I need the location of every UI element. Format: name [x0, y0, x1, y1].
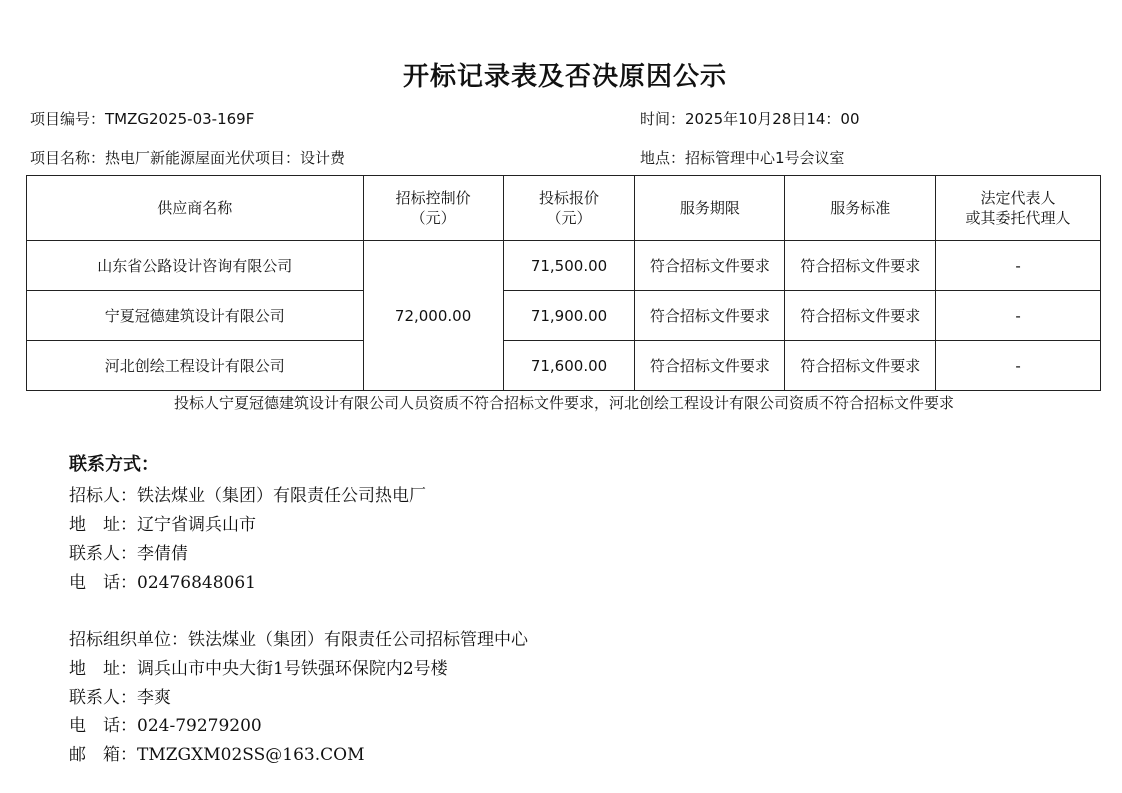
- service-standard: 符合招标文件要求: [785, 241, 936, 291]
- agency-name: 招标组织单位：铁法煤业（集团）有限责任公司招标管理中心: [69, 630, 528, 650]
- table-header-row: [27, 176, 1101, 241]
- header-supplier: 供应商名称: [27, 176, 364, 241]
- bid-price: 71,600.00: [503, 341, 635, 391]
- legal-representative: -: [936, 341, 1101, 391]
- project-name: 项目名称：热电厂新能源屋面光伏项目：设计费: [30, 149, 346, 167]
- tenderer-contact-person: 联系人：李倩倩: [69, 544, 188, 564]
- header-legal-representative: 法定代表人 或其委托代理人: [936, 176, 1101, 241]
- tenderer-phone: 电 话：02476848061: [69, 573, 256, 593]
- tenderer-address: 地 址：辽宁省调兵山市: [69, 515, 256, 535]
- header-service-standard: 服务标准: [785, 176, 936, 241]
- bid-opening-time: 时间：2025年10月28日14：00: [640, 110, 860, 128]
- legal-representative: -: [936, 241, 1101, 291]
- service-standard: 符合招标文件要求: [785, 291, 936, 341]
- tenderer-name: 招标人：铁法煤业（集团）有限责任公司热电厂: [69, 486, 426, 506]
- service-period: 符合招标文件要求: [635, 341, 785, 391]
- service-period: 符合招标文件要求: [635, 241, 785, 291]
- service-period: 符合招标文件要求: [635, 291, 785, 341]
- project-number: 项目编号：TMZG2025-03-169F: [30, 110, 255, 128]
- contact-heading: 联系方式：: [69, 454, 159, 475]
- table-row: [27, 241, 1101, 291]
- bid-opening-table: [26, 175, 1101, 391]
- agency-address: 地 址：调兵山市中央大街1号铁强环保院内2号楼: [69, 659, 448, 679]
- supplier-name: 山东省公路设计咨询有限公司: [27, 241, 364, 291]
- header-control-price: 招标控制价 （元）: [363, 176, 503, 241]
- supplier-name: 宁夏冠德建筑设计有限公司: [27, 291, 364, 341]
- control-price: 72,000.00: [363, 241, 503, 391]
- rejection-note: 投标人宁夏冠德建筑设计有限公司人员资质不符合招标文件要求，河北创绘工程设计有限公司资质不符合招标文件要求: [173, 394, 954, 412]
- bid-opening-location: 地点：招标管理中心1号会议室: [640, 149, 845, 167]
- bid-price: 71,500.00: [503, 241, 635, 291]
- table-row: [27, 291, 1101, 341]
- header-service-period: 服务期限: [635, 176, 785, 241]
- header-bid-price: 投标报价 （元）: [503, 176, 635, 241]
- supplier-name: 河北创绘工程设计有限公司: [27, 341, 364, 391]
- agency-contact-person: 联系人：李爽: [69, 688, 171, 708]
- table-row: [27, 341, 1101, 391]
- bid-price: 71,900.00: [503, 291, 635, 341]
- service-standard: 符合招标文件要求: [785, 341, 936, 391]
- agency-phone: 电 话：024-79279200: [69, 716, 262, 736]
- legal-representative: -: [936, 291, 1101, 341]
- agency-email: 邮 箱：TMZGXM02SS@163.COM: [69, 745, 365, 765]
- page-title: 开标记录表及否决原因公示: [402, 62, 727, 92]
